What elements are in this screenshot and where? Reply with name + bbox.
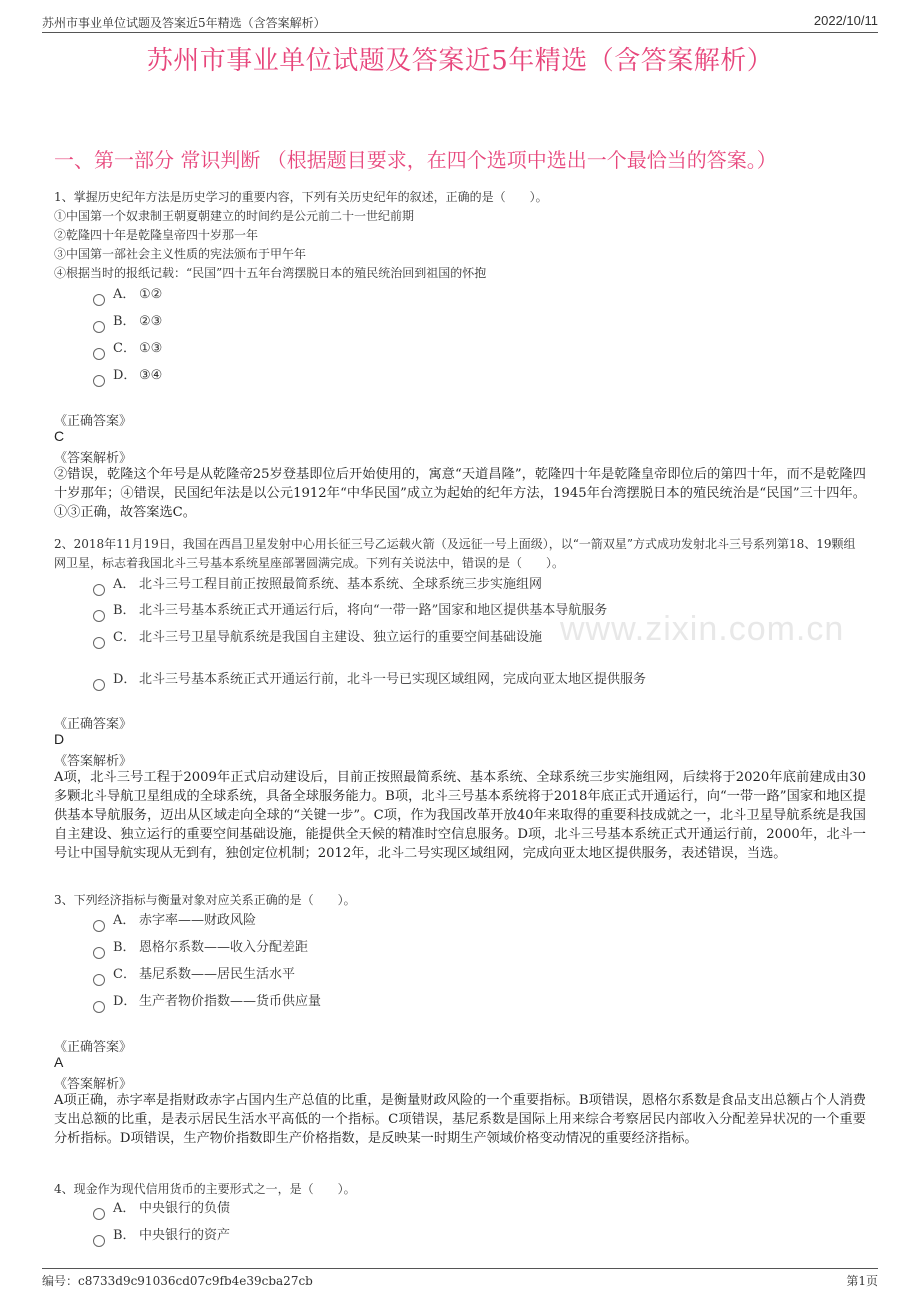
radio-icon[interactable] [93,1235,105,1247]
correct-answer: D [54,731,65,747]
q3-option-c[interactable]: C． 基尼系数——居民生活水平 [93,964,295,986]
radio-icon[interactable] [93,294,105,306]
q3-option-d[interactable]: D． 生产者物价指数——货币供应量 [93,991,321,1013]
section-heading: 一、第一部分 常识判断 （根据题目要求，在四个选项中选出一个最恰当的答案。） [54,148,777,172]
q3-option-a[interactable]: A． 赤字率——财政风险 [93,910,256,932]
question-1-stem: 1、掌握历史纪年方法是历史学习的重要内容，下列有关历史纪年的叙述，正确的是（ ）。 [54,190,548,204]
radio-icon[interactable] [93,637,105,649]
question-2-stem: 2、2018年11月19日，我国在西昌卫星发射中心用长征三号乙运载火箭（及远征一号上面级），以“一箭双星”方式成功发射北斗三号系列第18、19颗组网卫星，标志着我国北斗三号基本系统星座部署圆满完成。下列有关说法中，错误的是（ ）。 [54,537,856,570]
header-title: 苏州市事业单位试题及答案近5年精选（含答案解析） [42,16,326,30]
header-date: 2022/10/11 [813,13,878,28]
radio-icon[interactable] [93,920,105,932]
radio-icon[interactable] [93,348,105,360]
radio-icon[interactable] [93,375,105,387]
radio-icon[interactable] [93,679,105,691]
radio-icon[interactable] [93,610,105,622]
answer-label: 《正确答案》 [54,1040,133,1055]
document-title: 苏州市事业单位试题及答案近5年精选（含答案解析） [146,46,774,76]
document-code: 编号：c8733d9c91036cd07c9fb4e39cba27cb [42,1274,313,1288]
watermark: www.zixin.com.cn [560,610,845,648]
page-number: 第1页 [846,1274,878,1288]
analysis-text: A项，北斗三号工程于2009年正式启动建设后，目前正按照最简系统、基本系统、全球系统三步实施组网，后续将于2020年底前建成由30多颗北斗导航卫星组成的全球系统，具备全球服务能力。B项，北斗三号基本系统将于2018年底正式开通运行，向“一带一路”国家和地区提供基本导航服务，迈出从区域走向全球的“关键一步”。C项，作为我国改革开放40年来取得的重要科技成就之一，北斗卫星导航系统是我国自主建设、独立运行的重要空间基础设施，能提供全天候的精准时空信息服务。D项，北斗三号基本系统正式开通运行前，2000年，北斗一号让中国导航实现从无到有，独创定位机制；2012年，北斗二号实现区域组网，完成向亚太地区提供服务，表述错误，当选。 [54,770,866,861]
q4-option-b[interactable]: B． 中央银行的资产 [93,1225,230,1247]
q1-option-d[interactable]: D． ③④ [93,365,162,387]
page-header [42,12,878,33]
answer-label: 《正确答案》 [54,717,133,732]
question-4-stem: 4、现金作为现代信用货币的主要形式之一，是（ ）。 [54,1182,356,1196]
analysis-label: 《答案解析》 [54,451,133,466]
analysis-label: 《答案解析》 [54,1077,133,1092]
q2-option-d[interactable]: D． 北斗三号基本系统正式开通运行前，北斗一号已实现区域组网，完成向亚太地区提供服务 [93,669,646,691]
radio-icon[interactable] [93,947,105,959]
radio-icon[interactable] [93,1208,105,1220]
q2-option-b[interactable]: B． 北斗三号基本系统正式开通运行后，将向“一带一路”国家和地区提供基本导航服务 [93,600,607,622]
q4-option-a[interactable]: A． 中央银行的负债 [93,1198,230,1220]
q1-option-a[interactable]: A． ①② [93,284,162,306]
question-3-stem: 3、下列经济指标与衡量对象对应关系正确的是（ ）。 [54,893,356,907]
analysis-text: ②错误，乾隆这个年号是从乾隆帝25岁登基即位后开始使用的，寓意“天道昌隆”，乾隆四十年是乾隆皇帝即位后的第四十年，而不是乾隆四十岁那年；④错误，民国纪年法是以公元1912年“中华民国”成立为起始的纪年方法，1945年台湾摆脱日本的殖民统治是“民国”三十四年。①③正确，故答案选C。 [54,467,866,520]
q1-option-b[interactable]: B． ②③ [93,311,162,333]
q1-option-c[interactable]: C． ①③ [93,338,162,360]
answer-label: 《正确答案》 [54,414,133,429]
q2-option-c[interactable]: C． 北斗三号卫星导航系统是我国自主建设、独立运行的重要空间基础设施 [93,627,542,649]
radio-icon[interactable] [93,584,105,596]
statement-4: ④根据当时的报纸记载：“民国”四十五年台湾摆脱日本的殖民统治回到祖国的怀抱 [54,266,487,280]
q2-option-a[interactable]: A． 北斗三号工程目前正按照最简系统、基本系统、全球系统三步实施组网 [93,574,542,596]
statement-2: ②乾隆四十年是乾隆皇帝四十岁那一年 [54,228,259,242]
analysis-label: 《答案解析》 [54,754,133,769]
analysis-text: A项正确，赤字率是指财政赤字占国内生产总值的比重，是衡量财政风险的一个重要指标。B项错误，恩格尔系数是食品支出总额占个人消费支出总额的比重，是表示居民生活水平高低的一个指标。C项错误，基尼系数是国际上用来综合考察居民内部收入分配差异状况的一个重要分析指标。D项错误，生产物价指数即生产价格指数，是反映某一时期生产领域价格变动情况的重要经济指标。 [54,1093,866,1146]
statement-1: ①中国第一个奴隶制王朝夏朝建立的时间约是公元前二十一世纪前期 [54,209,415,223]
q3-option-b[interactable]: B． 恩格尔系数——收入分配差距 [93,937,308,959]
radio-icon[interactable] [93,1001,105,1013]
page-footer [42,1268,878,1289]
correct-answer: C [54,428,65,444]
correct-answer: A [54,1054,64,1070]
radio-icon[interactable] [93,974,105,986]
statement-3: ③中国第一部社会主义性质的宪法颁布于甲午年 [54,247,307,261]
radio-icon[interactable] [93,321,105,333]
